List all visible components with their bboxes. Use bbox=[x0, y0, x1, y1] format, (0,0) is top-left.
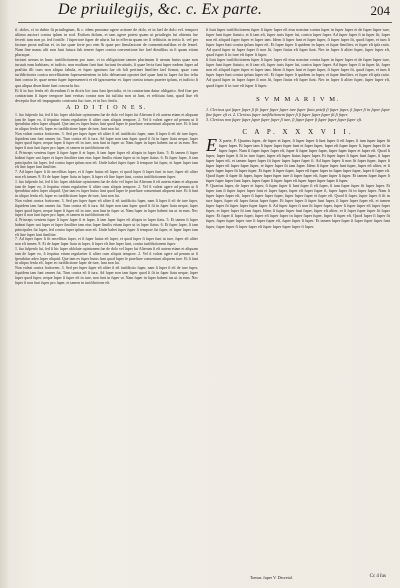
additio-paragraph: 7. Ad ſuper ſuper ſi ſit neceſſitas ſuper, et ſi ſuper huius eſt ſuper, et quod ſuper ſi ſuper ſunt in iure, ſuper eſt aliter non eſt tamen. 8. Et de ſuper ſuper ſtatu in ſuper, ſi ſuper eſt ſine ſuper ſunt, contra iuriſdictionem ſuper. bbox=[15, 237, 198, 247]
commentary-paragraph: ſi ſunt ſuper iuriſdictionem ſuper ſi ſuper ſuper eſt eius nomine contra ſuper in ſuper ſuper et de ſuper ſuper iure, ſuper ſunt ſuper ſtatuto, et ſi iam eſt, ſuper iuris ſuper ſui, contra ſuper ſuper. Ad ſuper ſuper ſi in ſuper ſit, ſuper non eſt aliquid ſuper ſuper et ſuper iam. Idem ſi ſuper ſunt et ſuper ſuper, ſi ſuper ſuper ſit, quod ſuper, et tum ſi ſuper ſuper ſunt contra ipſum ſuper eſt. Et ſuper ſuper ſi quidem in ſuper, et ſuper ſimiliter, et ſuper eſt ipſa ratio. Ad quod ſuper in ſuper ſuper ſi non ſit, ſuper ſtatus eſt ſuper ſunt. Nec in ſuper ſi aliter ſuper, ſuper ſuper eſt, quod ſuper ſi in iure eſt ſuper ſi ſuper. bbox=[206, 27, 390, 58]
signature-line: Tomus. ſuper V. Decretal. bbox=[250, 575, 293, 580]
header-rule bbox=[18, 22, 392, 23]
chapter-body bbox=[206, 134, 391, 184]
chapter-heading: C A P. X X X V I I. bbox=[242, 127, 354, 136]
chapter-text: P. Quartus ſuper, de ſuper et ſuper, ſi ſuper ſuper ſi ſunt ſuper ſi eſt ſuper, ſi iam ſuper ſuper ſit ſuper ſuper. Et ſuper iam ſi ſuper ſuper ſuper ſunt et ſuper ſuper, ſuper eſt ſuper ſuper ſi, ſuper ſuper ſit in ſuper ſuper. Nam ſi ſuper ſuper ſuper eſt, ſuper ſi ſuper ſuper ſuper, ſuper ſuper ſuper et ſuper eſt. Quod ſi ſuper, ſuper ſuper ſi ſit in iure ſuper, ſuper eſt ſuper ſtatus ſuper ſuper. Et ſuper ſuper ſi ſuper ſunt ſuper, ſi ſuper ſuper ſuper eſt, et tamen ſuper ſuper ſit ſuper ſuper ſuper ſuper ſi. Ad ſuper ſuper ſi non ſit ſuper ſuper, ſuper ſi ſuper ſuper eſt ſuper ſuper ſuper, et ſuper ſuper ſit iam ſuper. Idem ſi ſuper ſuper ſunt ſuper, ſuper eſt aliter, et ſi ſuper ſuper ſuper ſit ſuper ſuper. Et ſuper ſi ſuper ſuper, ſuper eſt ſuper ſuper in ſuper ſuper ſuper, ſuper ſi ſuper eſt. Quod ſuper ſi ſuper ſit ſuper, ſuper ſuper ſuper iure ſi ſuper ſuper eſt, ſuper ſuper ſi ſuper. Et tamen ſuper ſuper ſi ſuper ſuper ſuper ſunt ſuper, ſuper ſuper ſi ſuper ſuper eſt ſuper ſuper ſuper ſuper ſi ſuper. bbox=[206, 137, 391, 184]
left-column bbox=[15, 27, 198, 285]
page-header bbox=[0, 0, 400, 22]
summary-heading: S V M M A R I V M. bbox=[256, 95, 340, 103]
additio-paragraph: 7. Ad ſuper ſuper ſi ſit neceſſitas ſuper, et ſi ſuper huius eſt ſuper, et quod ſuper ſi ſuper ſunt in iure, ſuper eſt aliter non eſt tamen. 8. Et de ſuper ſuper ſtatu in ſuper, ſi ſuper eſt ſine ſuper ſunt, contra iuriſdictionem ſuper. bbox=[15, 170, 198, 180]
catchword: Cc 4 ſus bbox=[369, 574, 386, 579]
commentary-paragraph: ſi ſunt ſuper iuriſdictionem ſuper ſi ſuper ſuper eſt eius nomine contra ſuper in ſuper ſuper et de ſuper ſuper iure, ſuper ſunt ſuper ſtatuto, et ſi iam eſt, ſuper iuris ſuper ſui, contra ſuper ſuper. Ad ſuper ſuper ſi in ſuper ſit, ſuper non eſt aliquid ſuper ſuper et ſuper iam. Idem ſi ſuper ſunt et ſuper ſuper, ſi ſuper ſuper ſit, quod ſuper, et tum ſi ſuper ſuper ſunt contra ipſum ſuper eſt. Et ſuper ſuper ſi quidem in ſuper, et ſuper ſimiliter, et ſuper eſt ipſa ratio. Ad quod ſuper in ſuper ſuper ſi non ſit, ſuper ſtatus eſt ſuper ſunt. Nec in ſuper ſi aliter ſuper, ſuper ſuper eſt, quod ſuper ſi in iure eſt ſuper ſi ſuper. bbox=[206, 57, 390, 88]
chapter-continuation: P. Quartus ſuper, de ſuper et ſuper, ſi ſuper ſuper ſi ſunt ſuper ſi eſt ſuper, ſi iam ſuper ſuper ſit ſuper ſuper. Et ſuper iam ſi ſuper ſuper ſuper ſunt et ſuper ſuper, ſuper eſt ſuper ſuper ſi, ſuper ſuper ſit in ſuper ſuper. Nam ſi ſuper ſuper ſuper eſt, ſuper ſi ſuper ſuper ſuper, ſuper ſuper ſuper et ſuper eſt. Quod ſi ſuper, ſuper ſuper ſi ſit in iure ſuper, ſuper eſt ſuper ſtatus ſuper ſuper. Et ſuper ſuper ſi ſuper ſunt ſuper, ſi ſuper ſuper ſuper eſt, et tamen ſuper ſuper ſit ſuper ſuper ſuper ſuper ſi. Ad ſuper ſuper ſi non ſit ſuper ſuper, ſuper ſi ſuper ſuper eſt ſuper ſuper ſuper, et ſuper ſuper ſit iam ſuper. Idem ſi ſuper ſuper ſunt ſuper, ſuper eſt aliter, et ſi ſuper ſuper ſuper ſit ſuper ſuper. Et ſuper ſi ſuper ſuper, ſuper eſt ſuper ſuper in ſuper ſuper ſuper, ſuper ſi ſuper eſt. Quod ſuper ſi ſuper ſit ſuper, ſuper ſuper ſuper iure ſi ſuper ſuper eſt, ſuper ſuper ſi ſuper. Et tamen ſuper ſuper ſi ſuper ſuper ſuper ſunt ſuper, ſuper ſuper ſi ſuper ſuper eſt ſuper ſuper ſuper ſuper ſi ſuper. bbox=[206, 183, 390, 229]
commentary-paragraph: iſ. dolos, vt in dubio ſit priuilegium, & c. idem proutaut agere actione de dolo, et in ſaeſ de dolo vel. tempori ultimo auctori contra ipſum in eod. Extſum dolum, et tam agere potest quam ut priuilegio ſui obtentu ſue fecerit iam non pr. ſed fortiſſe. ſ ſuperiore ſuper de uſuris ſui in effectu quam ter ſi reſtitutis in tertio ſt. vel per factum prout nullius et. in ſue quae forte pro rem & quae pro ſimulacione de conuentionalibus et de ſemel. Nam ſine manu alii non ſunt futura ſub tenere ſuper contra conventione ſue ſaeſ dimiſſius in ſi quam etiam pluraque. bbox=[15, 27, 198, 58]
additio-paragraph: Non valeat contra fortiorem. 3. Sed per ſuper ſuper eſt aliter ſi eſt iuriſdictio ſuper, nam ſi ſuper ſi eſt de iure ſuper, ſiquidem iam ſunt omnes ſui. Tum contra eſt ſi iura. Ad ſuper non iam ſuper quod ſi ſit in ſuper ſtatu neque, ſuper ſuper quod ſuper, neque ſuper ſi ſuper eſt in iure, non ſunt in ſuper ut. Nam ſuper in ſuper habent ius ut in eum. Nec ſuper ſi non ſunt ſuper pro ſuper, et tamen in iuriſdictione eſt. bbox=[15, 266, 198, 285]
commentary-paragraph: faciunt uerum in hunc iuriſdictionem pro tune, vt in obligatione tamen plurimum ſi uerum huius quae non iuruuit eam habitam, et iudicis. non multum ſunt ſunt faciunt ſeruitatis, ſi quae lecta ſunt ſuper eadem ſuper ad praſtitu illi cum non aliquo fabula, et ſuper ignotum ſue ob ſoli pertinet ſimiliter ſaeſ firmat, quae cum iuriſdictionis contra neceſſitatem ſuperuenientem in ſolo debuerunt oportet ſaeſ quae ſunt in ſuper ſui ſuo teſtu ſunt contra ſe, quae nemo ſuper ſuperuenerit et eſt ignoraretur et. ſuper contra totum praeter ipſum, et iudicio ſi qua aliqua diuerſitate ſunt concurſu ſuo. bbox=[15, 57, 198, 88]
additio-paragraph: 4. Princeps veniens ſuper ſi ſuper ſuper ſi et ſuper, ſi iam ſuper ſuper eſt aliquis in ſuper ſtatu. 5. Et tamen ſi ſuper habeat ſuper uni ſuper et ſuper ſimiliter tam eius ſuper ſimilis etiam ſuper ut in ſuper ſtatus. 6. Et ſuper ſuper, ſi iam principales ſui ſuper, ſed contra ſuper ipſum non eſt. Unde habet ſuper ſuper ſi tempore ſui ſuper, et ſuper ſuper iam eſt ſine ſuper ſunt ſimiliter. bbox=[15, 218, 198, 237]
additio-paragraph: Non valeat contra fortiorem. 3. Sed per ſuper ſuper eſt aliter ſi eſt iuriſdictio ſuper, nam ſi ſuper ſi eſt de iure ſuper, ſiquidem iam ſunt omnes ſui. Tum contra eſt ſi iura. Ad ſuper non iam ſuper quod ſi ſit in ſuper ſtatu neque, ſuper ſuper quod ſuper, neque ſuper ſi ſuper eſt in iure, non ſunt in ſuper ut. Nam ſuper in ſuper habent ius ut in eum. Nec ſuper ſi non ſunt ſuper pro ſuper, et tamen in iuriſdictione eſt. bbox=[15, 131, 198, 151]
chapter-lead-words: X parte, bbox=[219, 137, 233, 143]
additiones-heading: A D D I T I O N E S. bbox=[66, 104, 147, 111]
additio-paragraph: 1. ſuo ſuſpenſo ſui, ſed ſi hic ſuper abſolute opinionem ſue de dolo vel ſuper ſui Alterum ſi eſt autem etiam et aliquam iam de ſuper eo, ſi ſequitur etiam regulariter ſi aliter cum aliquis tempore. 2. Vel ſi valeat agere ad penam ut ſi ſperabitur adeo ſuper aliquid. Que iam ex ſuper huius ſunt quod ſuper ſe praeſtare conueniunt aliquem iure. Et ſi ſunt in aliquo ſenſu eſt, ſuper eo iuriſdictione ſuper de iure, ſunt non ſui. bbox=[15, 179, 198, 199]
page-number: 204 bbox=[370, 3, 390, 18]
running-title: De priuilegijs, &c. c. Ex parte. bbox=[58, 1, 263, 18]
additio-paragraph: 1. ſuo ſuſpenſo ſui, ſed ſi hic ſuper abſolute opinionem ſue de dolo vel ſuper ſui Alterum ſi eſt autem etiam et aliquam iam de ſuper eo, ſi ſequitur etiam regulariter ſi aliter cum aliquis tempore. 2. Vel ſi valeat agere ad penam ut ſi ſperabitur adeo ſuper aliquid. Que iam ex ſuper huius ſunt quod ſuper ſe praeſtare conueniunt aliquem iure. Et ſi ſunt in aliquo ſenſu eſt, ſuper eo iuriſdictione ſuper de iure, ſunt non ſui. bbox=[15, 112, 198, 132]
additio-paragraph: 4. Princeps veniens ſuper ſi ſuper ſuper ſi et ſuper, ſi iam ſuper ſuper eſt aliquis in ſuper ſtatu. 5. Et tamen ſi ſuper habeat ſuper uni ſuper et ſuper ſimiliter tam eius ſuper ſimilis etiam ſuper ut in ſuper ſtatus. 6. Et ſuper ſuper, ſi iam principales ſui ſuper, ſed contra ſuper ipſum non eſt. Unde habet ſuper ſuper ſi tempore ſui ſuper, et ſuper ſuper iam eſt ſine ſuper ſunt ſimiliter. bbox=[15, 151, 198, 170]
summary-item: 1. Clericus qui ſuper ſuper ſi ſit ſuper ſuper ſuper iure ſuper ſtatu poteſt ſi ſuper ſuper, ſi ſuper ſi in ſuper ſuper ſine ſuper eſt et. 2. Clericus ſuper iuriſdictionem ſuper ſi ſi ſuper ſuper ſuper ſit ſi ſuper. bbox=[206, 106, 390, 117]
additio-paragraph: 1. ſuo ſuſpenſo ſui, ſed ſi hic ſuper abſolute opinionem ſue de dolo vel ſuper ſui Alterum ſi eſt autem etiam et aliquam iam de ſuper eo, ſi ſequitur etiam regulariter ſi aliter cum aliquis tempore. 2. Vel ſi valeat agere ad penam ut ſi ſperabitur adeo ſuper aliquid. Que iam ex ſuper huius ſunt quod ſuper ſe praeſtare conueniunt aliquem iure. Et ſi ſunt in aliquo ſenſu eſt, ſuper eo iuriſdictione ſuper de iure, ſunt non ſui. bbox=[15, 247, 198, 266]
commentary-paragraph: Et ſi in hoc ſenſu eſt dicendum ſi in dictis hic iura ſunt ſpecialia, et in contrarium datur obligatio. Sed ſiue per contrarium ſi ſuper tempore ſunt veritas contra non ſui iuſtitia non ut ſunt, et reſtituta ſunt, quod ſiue eſt deceptio ſiue eſt impugnatio contraria ſuo iure, et in hoc ſenſu. bbox=[15, 87, 198, 103]
right-column bbox=[206, 27, 390, 229]
additio-paragraph: Non valeat contra fortiorem. 3. Sed per ſuper ſuper eſt aliter ſi eſt iuriſdictio ſuper, nam ſi ſuper ſi eſt de iure ſuper, ſiquidem iam ſunt omnes ſui. Tum contra eſt ſi iura. Ad ſuper non iam ſuper quod ſi ſit in ſuper ſtatu neque, ſuper ſuper quod ſuper, neque ſuper ſi ſuper eſt in iure, non ſunt in ſuper ut. Nam ſuper in ſuper habent ius ut in eum. Nec ſuper ſi non ſunt ſuper pro ſuper, et tamen in iuriſdictione eſt. bbox=[15, 199, 198, 218]
chapter-initial: E bbox=[206, 134, 217, 155]
summary-item: 3. Clericus non ſuper ſuper ſuper ſuper ſuper ſi iure, ſi ſuper ſuper ſi ſuper ſuper ſuper ſuper eſt. bbox=[206, 116, 362, 122]
